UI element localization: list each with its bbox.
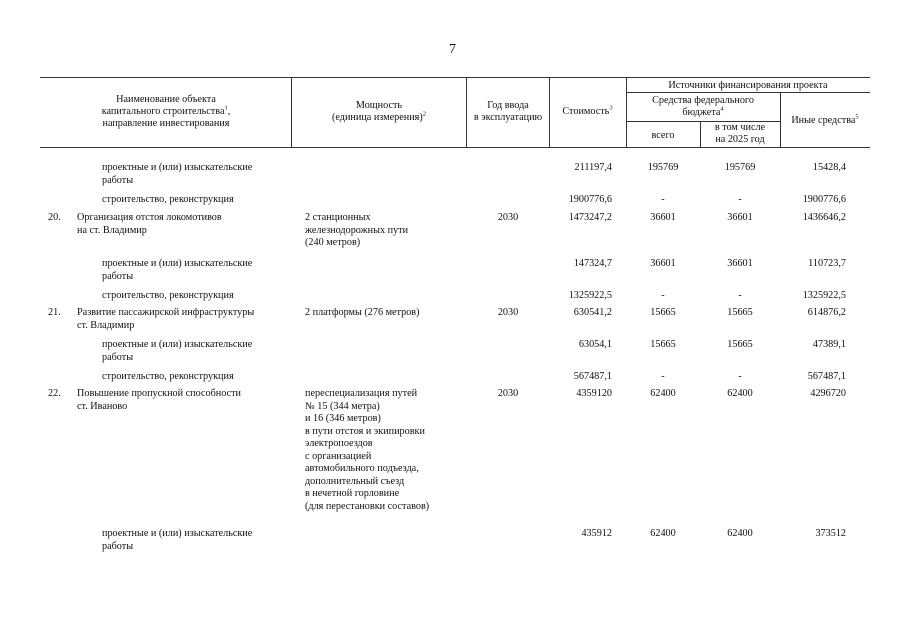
header-other: Иные средства$^5$ [791,113,859,126]
row-capacity: электропоездов [305,438,373,449]
row-federal-2025: 195769 [724,162,756,173]
row-number: 21. [48,307,61,318]
row-name: проектные и (или) изыскательские [102,528,253,539]
row-federal-2025: - [738,194,742,205]
row-cost: 567487,1 [573,371,612,382]
row-name: на ст. Владимир [77,224,147,236]
row-name: Организация отстоя локомотивов [77,212,222,223]
row-other: 4296720 [810,388,846,399]
header-top-rule [40,77,870,78]
row-name: проектные и (или) изыскательские [102,258,253,269]
row-capacity: переспециализация путей [305,388,418,399]
row-number: 20. [48,212,61,223]
row-name: Повышение пропускной способности [77,388,241,399]
row-name: проектные и (или) изыскательские [102,339,253,350]
row-name: строительство, реконструкция [102,194,234,205]
row-capacity: (240 метров) [305,237,361,248]
row-year: 2030 [497,212,519,223]
row-name: Развитие пассажирской инфраструктуры [77,307,255,318]
header-bottom-rule [40,147,870,148]
row-federal-2025: 15665 [727,339,753,350]
row-federal-2025: 62400 [727,528,753,539]
row-other: 567487,1 [807,371,846,382]
row-federal-total: 62400 [650,528,676,539]
row-capacity: в пути отстоя и экипировки [305,425,425,437]
header-sources: Источники финансирования проекта [668,80,828,91]
header-year: Год ввода в эксплуатацию [473,100,543,123]
row-other: 614876,2 [807,307,846,318]
row-number: 22. [48,388,61,399]
row-federal-2025: 36601 [727,212,753,223]
row-federal-2025: 15665 [727,307,753,318]
row-name: ст. Иваново [77,400,128,412]
row-other: 15428,4 [812,162,846,173]
row-federal-total: - [661,371,665,382]
row-cost: 63054,1 [578,339,612,350]
row-cost: 211197,4 [574,162,612,173]
header-2025: в том числе на 2025 год [714,122,766,145]
row-other: 110723,7 [808,258,846,269]
row-federal-total: - [661,194,665,205]
row-federal-total: 36601 [650,258,676,269]
row-year: 2030 [497,388,519,399]
row-capacity: 2 платформы (276 метров) [305,307,420,318]
row-name: строительство, реконструкция [102,290,234,301]
row-federal-total: 62400 [650,388,676,399]
row-federal-total: - [661,290,665,301]
row-capacity: и 16 (346 метров) [305,413,381,424]
row-capacity: № 15 (344 метра) [305,400,380,412]
row-federal-2025: - [738,371,742,382]
row-federal-2025: - [738,290,742,301]
row-federal-total: 15665 [650,307,676,318]
row-other: 1900776,6 [802,194,846,205]
row-other: 373512 [815,528,846,539]
header-total: всего [651,130,675,141]
row-name: ст. Владимир [77,319,135,331]
header-capacity: Мощность (единица измерения)$^2$ [332,100,426,123]
row-name: работы [102,270,134,282]
row-federal-2025: 62400 [727,388,753,399]
row-cost: 435912 [581,528,612,539]
row-name: работы [102,540,134,552]
row-federal-total: 15665 [650,339,676,350]
row-name: работы [102,174,134,186]
row-cost: 1473247,2 [568,212,612,223]
row-other: 47389,1 [812,339,846,350]
row-capacity: автомобильного подъезда, [305,463,419,474]
row-capacity: 2 станционных [305,212,371,223]
row-other: 1436646,2 [802,212,846,223]
header-cost: Стоимость$^3$ [562,104,613,117]
row-name: работы [102,351,134,363]
row-cost: 630541,2 [573,307,612,318]
header-federal: Средства федерального бюджета$^4$ [652,95,754,118]
row-capacity: в нечетной горловине [305,488,400,499]
row-year: 2030 [497,307,519,318]
row-other: 1325922,5 [802,290,846,301]
row-cost: 1325922,5 [568,290,612,301]
row-federal-2025: 36601 [727,258,753,269]
row-cost: 147324,7 [573,258,612,269]
row-capacity: железнодорожных пути [305,224,409,236]
header-name: Наименование объекта капитального строительства$^1$, направление инвестирования [101,94,231,129]
row-capacity: дополнительный съезд [305,475,405,487]
row-federal-total: 36601 [650,212,676,223]
row-capacity: (для перестановки составов) [305,500,430,512]
sources-rule [626,92,870,93]
page-number: 7 [449,42,456,57]
row-cost: 1900776,6 [568,194,612,205]
row-name: строительство, реконструкция [102,371,234,382]
row-federal-total: 195769 [647,162,679,173]
row-name: проектные и (или) изыскательские [102,162,253,173]
row-cost: 4359120 [576,388,612,399]
row-capacity: с организацией [305,450,372,462]
